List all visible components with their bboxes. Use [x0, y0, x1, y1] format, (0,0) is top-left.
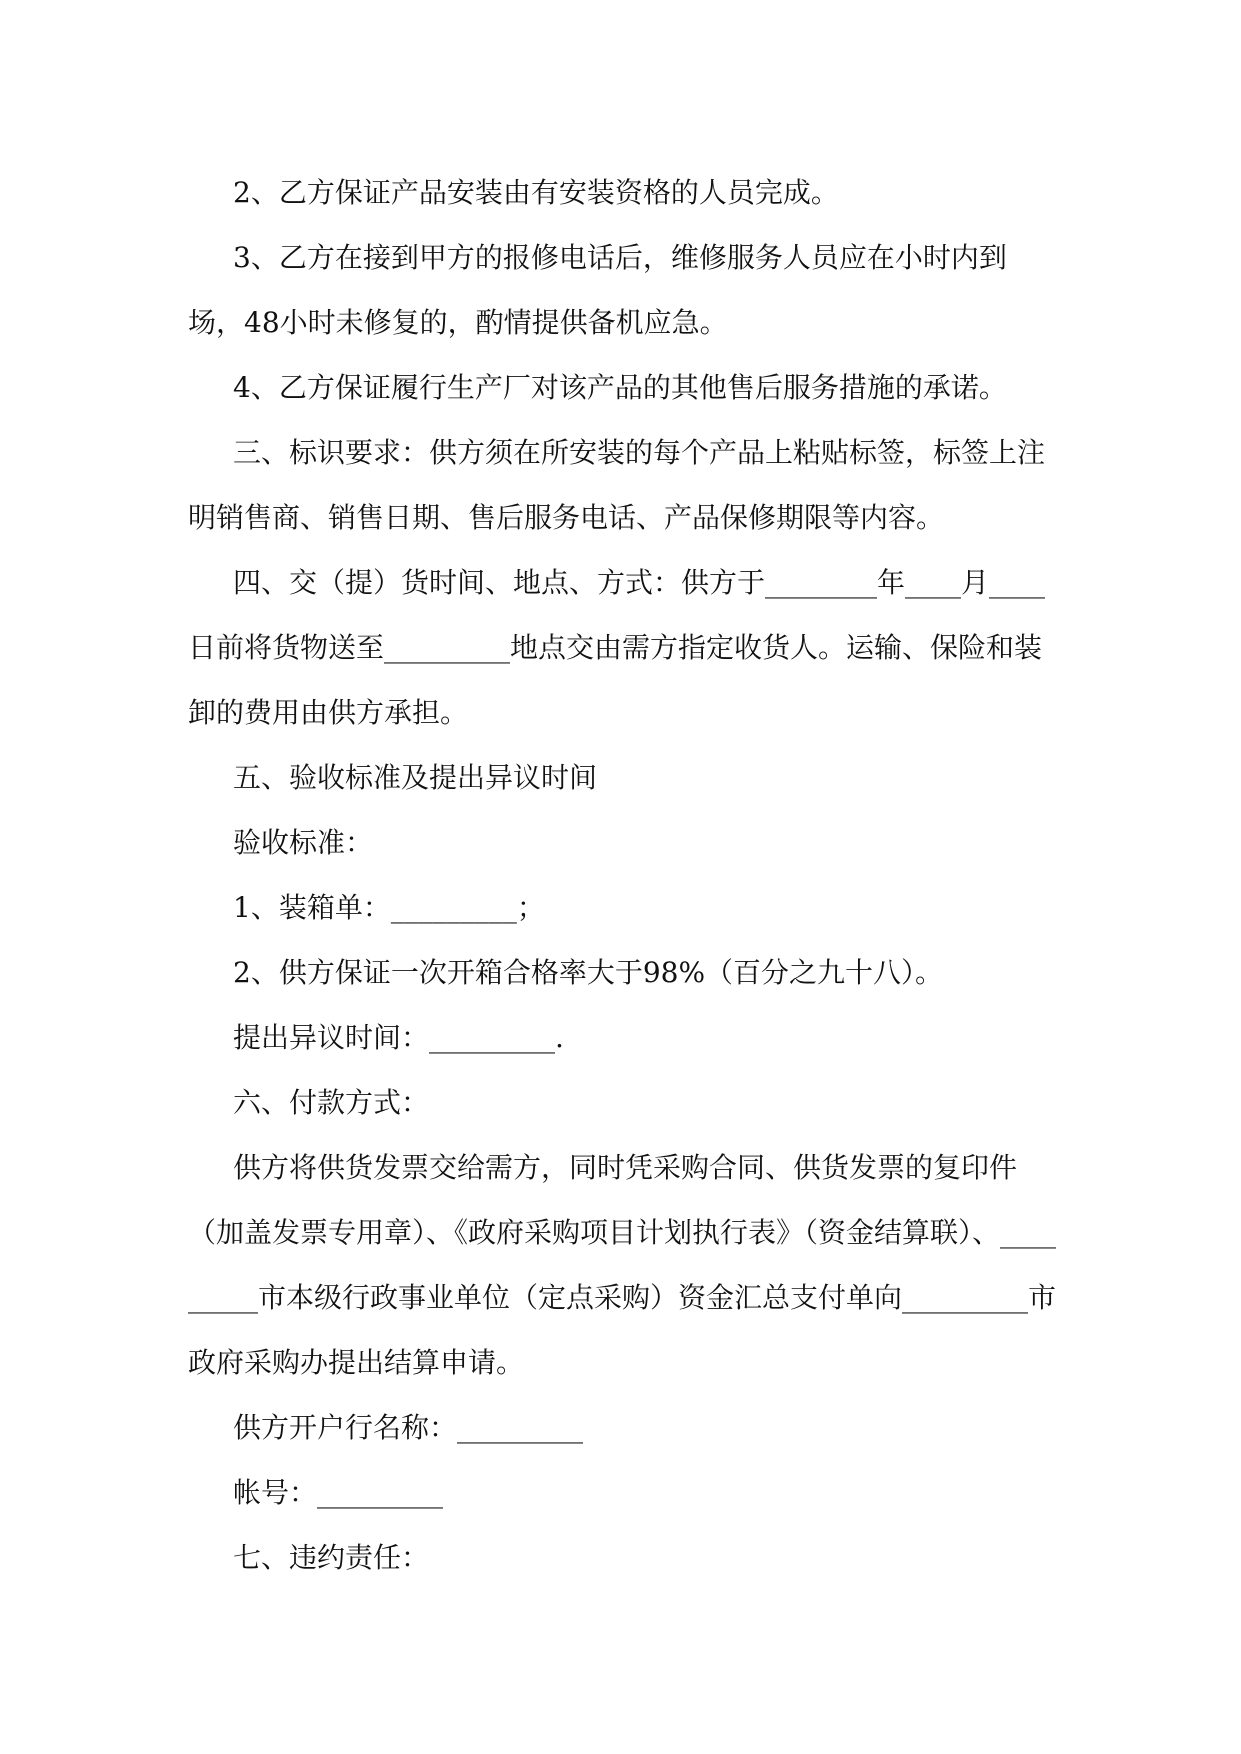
clause-repair-response: 3、乙方在接到甲方的报修电话后，维修服务人员应在小时内到场，48小时未修复的，酌情提供备机应急。 [188, 241, 1007, 339]
acceptance-pass-rate: 2、供方保证一次开箱合格率大于98%（百分之九十八）。 [233, 956, 944, 989]
document-body [188, 160, 1058, 1590]
section-acceptance-heading: 五、验收标准及提出异议时间 [233, 761, 598, 794]
objection-time: 提出异议时间：_________. [233, 1021, 564, 1054]
acceptance-standard-label: 验收标准： [233, 826, 374, 859]
section-payment-heading: 六、付款方式： [233, 1086, 430, 1119]
clause-after-sales-commitment: 4、乙方保证履行生产厂对该产品的其他售后服务措施的承诺。 [233, 371, 1007, 404]
clause-installation-qualified: 2、乙方保证产品安装由有安装资格的人员完成。 [233, 176, 839, 209]
supplier-account-number: 帐号：_________ [233, 1476, 444, 1509]
section-delivery: 四、交（提）货时间、地点、方式：供方于________年____月____日前将货物送至_________地点交由需方指定收货人。运输、保险和装卸的费用由供方承担。 [188, 566, 1046, 729]
payment-procedure: 供方将供货发票交给需方，同时凭采购合同、供货发票的复印件（加盖发票专用章）、《政府采购项目计划执行表》（资金结算联）、_________市本级行政事业单位（定点采购）资金汇总支付单向_________市政府采购办提出结算申请。 [188, 1151, 1057, 1379]
supplier-bank-name: 供方开户行名称：_________ [233, 1411, 584, 1444]
section-labeling-requirements: 三、标识要求：供方须在所安装的每个产品上粘贴标签，标签上注明销售商、销售日期、售后服务电话、产品保修期限等内容。 [188, 436, 1046, 534]
section-breach-liability: 七、违约责任： [233, 1541, 430, 1574]
acceptance-packing-list: 1、装箱单：_________； [233, 891, 545, 924]
